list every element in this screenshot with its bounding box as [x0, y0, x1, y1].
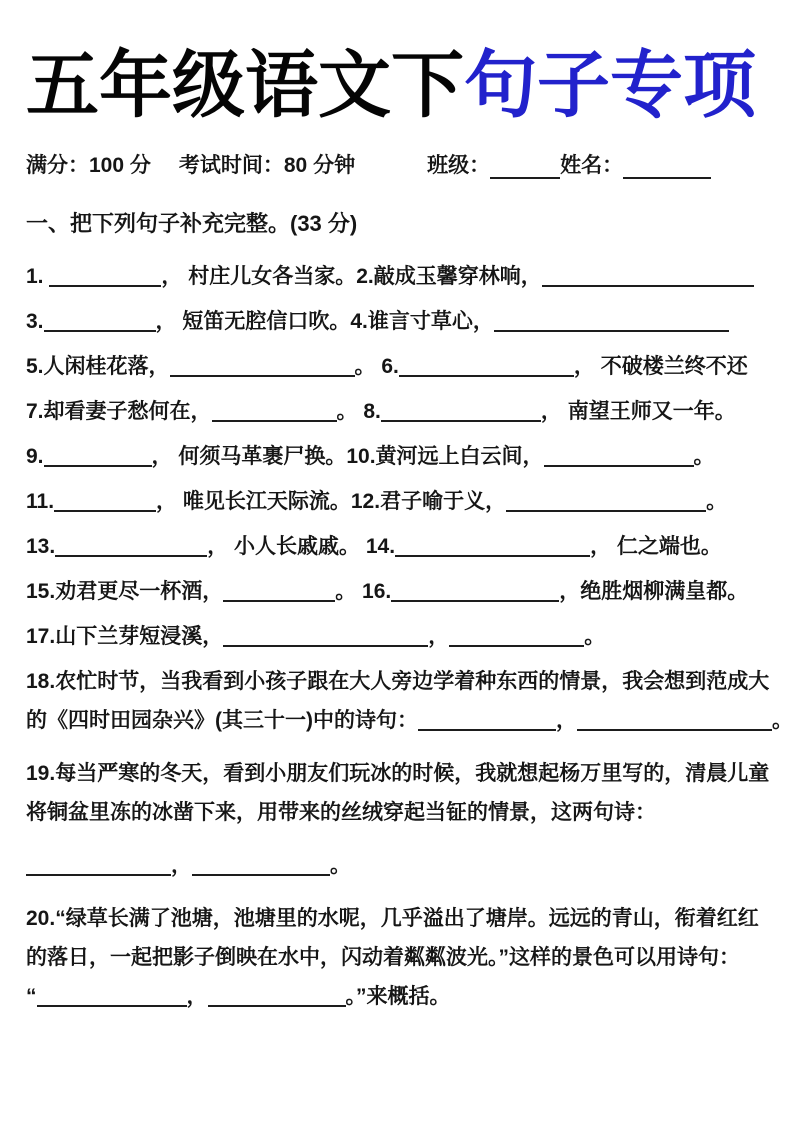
question-text: 的《四时田园杂兴》(其三十一)中的诗句：	[26, 709, 418, 733]
question-text: 7.却看妻子愁何在，	[26, 400, 212, 424]
question-text: ，	[556, 709, 577, 733]
question-line-q20-text-2	[26, 943, 767, 973]
answer-blank[interactable]	[544, 443, 694, 467]
question-text: 。	[772, 709, 793, 733]
answer-blank[interactable]	[55, 533, 207, 557]
answer-blank[interactable]	[542, 263, 754, 287]
question-text: 。	[706, 490, 728, 514]
question-text: “	[26, 985, 37, 1009]
question-text: 13.	[26, 535, 56, 559]
answer-blank[interactable]	[54, 488, 156, 512]
answer-blank[interactable]	[381, 398, 541, 422]
question-text: 1.	[26, 265, 50, 289]
question-text: 。 16.	[335, 580, 392, 604]
class-field-blank[interactable]	[490, 157, 560, 179]
question-text: ，	[186, 985, 208, 1009]
question-text: 20.“绿草长满了池塘，池塘里的水呢，几乎溢出了塘岸。远远的青山，衔着红红	[26, 907, 759, 931]
answer-blank[interactable]	[37, 983, 187, 1007]
question-text: 。	[693, 445, 715, 469]
question-text: 5.人闲桂花落，	[26, 355, 170, 379]
question-text: 19.每当严寒的冬天，看到小朋友们玩冰的时候，我就想起杨万里写的，清晨儿童	[26, 762, 770, 786]
question-line-q19-text-2	[26, 798, 767, 828]
question-line-q1-q2	[26, 262, 767, 292]
question-line-q19-blanks	[26, 851, 767, 881]
question-line-q9-q10	[26, 442, 767, 472]
name-label: 姓名：	[560, 154, 624, 178]
answer-blank[interactable]	[494, 308, 729, 332]
answer-blank[interactable]	[49, 263, 161, 287]
question-line-q7-q8	[26, 397, 767, 427]
question-text: ，绝胜烟柳满皇都。	[559, 580, 749, 604]
question-text: ， 仁之端也。	[590, 535, 722, 559]
answer-blank[interactable]	[170, 353, 355, 377]
title-grade-part: 五年级语文下	[26, 45, 464, 126]
question-line-q19-text-1	[26, 759, 770, 789]
question-text: ， 小人长戚戚。 14.	[207, 535, 396, 559]
question-text: 将铜盆里冻的冰凿下来，用带来的丝绒穿起当钲的情景，这两句诗：	[26, 801, 656, 825]
question-text: ， 南望王师又一年。	[540, 400, 736, 424]
question-line-q5-q6	[26, 352, 767, 382]
question-text: 。	[584, 625, 606, 649]
question-text: 3.	[26, 310, 44, 334]
question-text: 。 8.	[336, 400, 381, 424]
answer-blank[interactable]	[395, 533, 590, 557]
answer-blank[interactable]	[399, 353, 574, 377]
full-score-label: 满分：100 分	[26, 154, 151, 178]
question-text: 17.山下兰芽短浸溪，	[26, 625, 224, 649]
section-heading: 一、把下列句子补充完整。(33 分)	[26, 211, 358, 237]
question-line-q15-q16	[26, 577, 767, 607]
question-text: ， 短笛无腔信口吹。4.谁言寸草心，	[155, 310, 494, 334]
question-list	[26, 262, 793, 1012]
question-text: ，	[428, 625, 450, 649]
question-text: 的落日，一起把影子倒映在水中，闪动着粼粼波光。”这样的景色可以用诗句：	[26, 946, 740, 970]
answer-blank[interactable]	[223, 578, 335, 602]
question-line-q3-q4	[26, 307, 767, 337]
question-line-q11-q12	[26, 487, 767, 517]
question-line-q13-q14	[26, 532, 767, 562]
question-line-q18-text-1	[26, 667, 770, 697]
question-text: 。 6.	[354, 355, 399, 379]
answer-blank[interactable]	[391, 578, 559, 602]
answer-blank[interactable]	[44, 308, 156, 332]
answer-blank[interactable]	[223, 623, 428, 647]
question-line-q18-text-2	[26, 706, 793, 736]
question-text: ， 唯见长江天际流。12.君子喻于义，	[156, 490, 507, 514]
question-text: 9.	[26, 445, 44, 469]
answer-blank[interactable]	[506, 488, 706, 512]
answer-blank[interactable]	[577, 707, 772, 731]
exam-time-label: 考试时间：80 分钟	[178, 154, 356, 178]
question-line-q20-text-1	[26, 904, 767, 934]
title-topic-part: 句子专项	[464, 45, 756, 126]
question-text: 18.农忙时节，当我看到小孩子跟在大人旁边学着种东西的情景，我会想到范成大	[26, 670, 770, 694]
answer-blank[interactable]	[26, 852, 171, 876]
question-text: ， 村庄儿女各当家。2.敲成玉馨穿林响，	[161, 265, 542, 289]
question-text: ，	[171, 854, 192, 878]
answer-blank[interactable]	[418, 707, 556, 731]
answer-blank[interactable]	[192, 852, 330, 876]
answer-blank[interactable]	[212, 398, 337, 422]
question-text: ， 何须马革裹尸换。10.黄河远上白云间，	[151, 445, 544, 469]
question-text: 。	[330, 854, 351, 878]
question-line-q17	[26, 622, 767, 652]
question-text: 11.	[26, 490, 55, 514]
question-line-q20-blanks	[26, 982, 767, 1012]
exam-meta-row	[26, 149, 767, 179]
name-field-blank[interactable]	[623, 157, 711, 179]
question-text: ， 不破楼兰终不还	[573, 355, 748, 379]
question-text: 。”来概括。	[345, 985, 451, 1009]
class-label: 班级：	[427, 154, 491, 178]
answer-blank[interactable]	[208, 983, 346, 1007]
page-title	[26, 40, 767, 131]
answer-blank[interactable]	[449, 623, 584, 647]
answer-blank[interactable]	[44, 443, 152, 467]
question-text: 15.劝君更尽一杯酒，	[26, 580, 224, 604]
